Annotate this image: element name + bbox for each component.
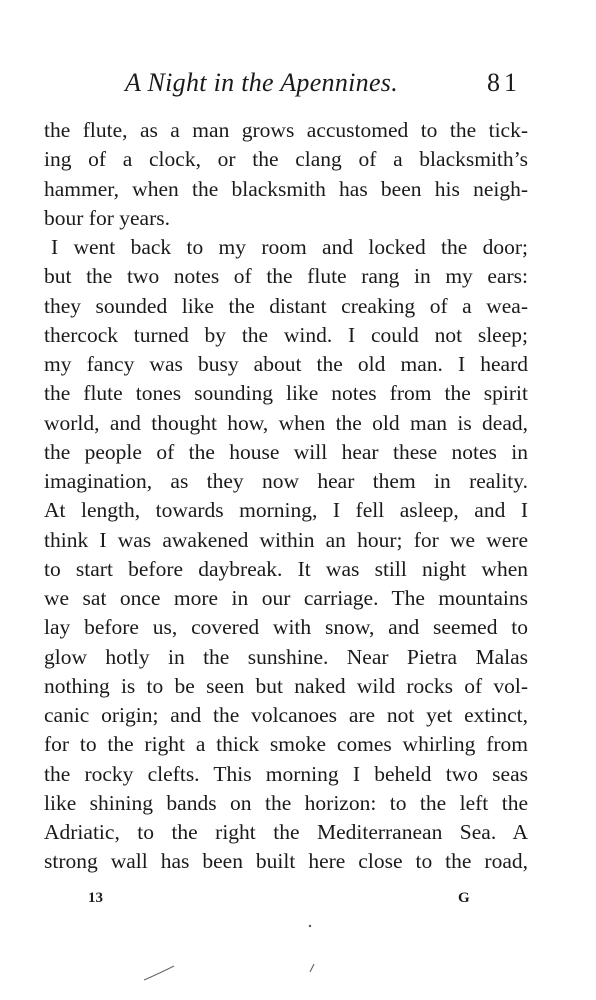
- text-line: my fancy was busy about the old man. I heard: [44, 352, 528, 376]
- text-line: lay before us, covered with snow, and seemed to: [44, 615, 528, 640]
- page-number: 81: [487, 68, 521, 97]
- text-line: imagination, as they now hear them in reality.: [44, 469, 528, 493]
- running-title: A Night in the Apennines.: [125, 68, 399, 97]
- text-line: for to the right a thick smoke comes whirling from: [44, 732, 528, 757]
- text-line: the flute, as a man grows accustomed to the tick-: [44, 118, 528, 142]
- text-line: the flute tones sounding like notes from the spirit: [44, 381, 528, 406]
- signature-number: 13: [88, 890, 103, 906]
- text-line: world, and thought how, when the old man is dead,: [44, 410, 528, 435]
- text-line: nothing is to be seen but naked wild rocks of vol-: [44, 673, 528, 698]
- stray-tick-mark: [302, 958, 322, 978]
- signature-letter: G: [458, 890, 470, 906]
- text-line: hammer, when the blacksmith has been his neigh-: [44, 176, 528, 201]
- page-body: [44, 116, 528, 877]
- ink-speck-mark: [300, 918, 320, 930]
- text-line: bour for years.: [44, 205, 170, 230]
- text-line: strong wall has been built here close to the road,: [44, 849, 528, 874]
- text-line: but the two notes of the flute rang in my ears:: [44, 264, 528, 289]
- text-line: ing of a clock, or the clang of a blacksmith’s: [44, 147, 528, 172]
- running-header: [0, 68, 596, 98]
- text-line: like shining bands on the horizon: to the left the: [44, 790, 528, 815]
- text-line: thercock turned by the wind. I could not sleep;: [44, 322, 528, 347]
- text-line: they sounded like the distant creaking of a wea-: [44, 293, 528, 318]
- text-line: the people of the house will hear these notes in: [44, 439, 528, 464]
- text-line: canic origin; and the volcanoes are not yet extinct,: [44, 703, 528, 727]
- text-line: think I was awakened within an hour; for we were: [44, 527, 528, 552]
- text-line: to start before daybreak. It was still night when: [44, 556, 528, 581]
- stray-pen-stroke-mark: [140, 962, 180, 984]
- paragraph-first-line: I went back to my room and locked the door;: [51, 235, 528, 259]
- text-line: At length, towards morning, I fell asleep, and I: [44, 498, 528, 523]
- page-footer: [0, 890, 596, 910]
- text-line: we sat once more in our carriage. The mountains: [44, 586, 528, 610]
- text-line: glow hotly in the sunshine. Near Pietra Malas: [44, 644, 528, 669]
- text-line: Adriatic, to the right the Mediterranean Sea. A: [44, 820, 528, 844]
- text-line: the rocky clefts. This morning I beheld two seas: [44, 761, 528, 786]
